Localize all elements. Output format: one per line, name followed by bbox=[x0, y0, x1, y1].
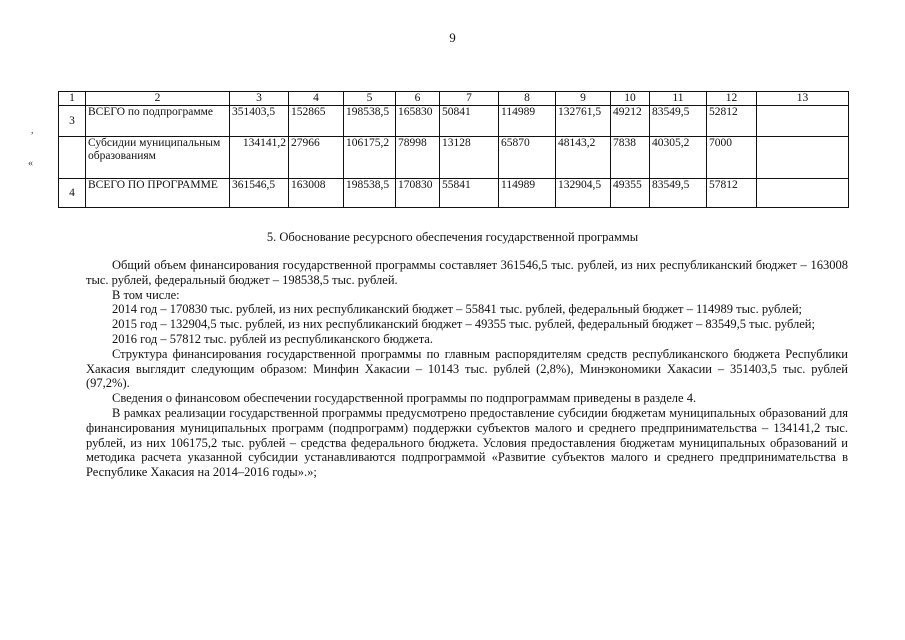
row-number: 4 bbox=[59, 179, 86, 208]
table-cell: 40305,2 bbox=[650, 137, 707, 179]
section-title: 5. Обоснование ресурсного обеспечения государственной программы bbox=[266, 230, 639, 244]
table-cell: 65870 bbox=[499, 137, 556, 179]
table-cell: 134141,2 bbox=[230, 137, 289, 179]
paragraph: 2015 год – 132904,5 тыс. рублей, из них республиканский бюджет – 49355 тыс. рублей, федеральный бюджет – 83549,5 тыс. рублей; bbox=[112, 317, 815, 332]
column-header: 7 bbox=[440, 92, 499, 106]
paragraph: Сведения о финансовом обеспечении государственной программы по подпрограммам приведены в разделе 4. bbox=[112, 391, 697, 406]
paragraph: 2016 год – 57812 тыс. рублей из республиканского бюджета. bbox=[112, 331, 433, 346]
table-row bbox=[59, 106, 849, 137]
table-row bbox=[59, 179, 849, 208]
table-cell: 57812 bbox=[707, 179, 757, 208]
paragraph: В том числе: bbox=[112, 287, 180, 302]
table-cell: 106175,2 bbox=[344, 137, 396, 179]
table-cell: 361546,5 bbox=[230, 179, 289, 208]
table-cell: 52812 bbox=[707, 106, 757, 137]
column-header: 3 bbox=[230, 92, 289, 106]
paragraph: В рамках реализации государственной программы предусмотрено предоставление субсидии бюджетам муниципальных образований для финансирования муниципальных программ (подпрограмм) поддержки субъектов малого и среднего предпринимательства – 134141,2 тыс. рублей, из них 106175,2 тыс. рублей – средства федерального бюджета. Условия предоставления бюджетам муниципальных образований и методика расчета указанной субсидии устанавливаются подпрограммой «Развитие субъектов малого и среднего предпринимательства в Республике Хакасия на 2014–2016 годы».»; bbox=[86, 405, 848, 480]
paragraph: 2014 год – 170830 тыс. рублей, из них республиканский бюджет – 55841 тыс. рублей, федеральный бюджет – 114989 тыс. рублей; bbox=[112, 302, 802, 317]
column-header: 11 bbox=[650, 92, 707, 106]
budget-table bbox=[58, 91, 849, 208]
table-cell: 48143,2 bbox=[556, 137, 611, 179]
column-header: 13 bbox=[757, 92, 849, 106]
row-name: ВСЕГО ПО ПРОГРАММЕ bbox=[86, 179, 230, 208]
table-cell: 170830 bbox=[396, 179, 440, 208]
column-header: 5 bbox=[344, 92, 396, 106]
table-cell: 13128 bbox=[440, 137, 499, 179]
table-cell bbox=[757, 106, 849, 137]
row-number: 3 bbox=[59, 106, 86, 137]
table-cell: 7000 bbox=[707, 137, 757, 179]
table-cell: 114989 bbox=[499, 106, 556, 137]
column-header: 2 bbox=[86, 92, 230, 106]
table-row bbox=[59, 137, 849, 179]
column-header: 8 bbox=[499, 92, 556, 106]
table-cell: 351403,5 bbox=[230, 106, 289, 137]
table-cell: 27966 bbox=[289, 137, 344, 179]
table-cell: 83549,5 bbox=[650, 106, 707, 137]
table-cell bbox=[757, 179, 849, 208]
table-cell: 114989 bbox=[499, 179, 556, 208]
table-cell: 198538,5 bbox=[344, 179, 396, 208]
table-cell: 7838 bbox=[611, 137, 650, 179]
table-cell: 152865 bbox=[289, 106, 344, 137]
paragraph: Общий объем финансирования государственной программы составляет 361546,5 тыс. рублей, из них республиканский бюджет – 163008 тыс. рублей, федеральный бюджет – 198538,5 тыс. рублей. bbox=[86, 258, 848, 287]
table-cell: 132904,5 bbox=[556, 179, 611, 208]
table-cell: 132761,5 bbox=[556, 106, 611, 137]
page-number: 9 bbox=[449, 30, 456, 45]
table-cell: 83549,5 bbox=[650, 179, 707, 208]
table-cell: 163008 bbox=[289, 179, 344, 208]
table-cell: 55841 bbox=[440, 179, 499, 208]
row-number bbox=[59, 137, 86, 179]
column-header: 6 bbox=[396, 92, 440, 106]
table-cell: 78998 bbox=[396, 137, 440, 179]
table-header-row bbox=[59, 92, 849, 106]
table-cell: 49212 bbox=[611, 106, 650, 137]
margin-mark: , bbox=[31, 125, 34, 136]
margin-mark: « bbox=[28, 158, 33, 169]
row-name: ВСЕГО по подпрограмме bbox=[86, 106, 230, 137]
paragraph: Структура финансирования государственной программы по главным распорядителям средств республиканского бюджета Республики Хакасия выглядит следующим образом: Минфин Хакасии – 10143 тыс. рублей (2,8%), Минэкономики Хакасии – 351403,5 тыс. рублей (97,2%). bbox=[86, 346, 848, 391]
table-cell: 50841 bbox=[440, 106, 499, 137]
column-header: 9 bbox=[556, 92, 611, 106]
table-cell: 165830 bbox=[396, 106, 440, 137]
column-header: 1 bbox=[59, 92, 86, 106]
table-cell: 198538,5 bbox=[344, 106, 396, 137]
body-text bbox=[86, 258, 848, 480]
table-cell bbox=[757, 137, 849, 179]
column-header: 12 bbox=[707, 92, 757, 106]
row-name: Субсидии муниципальным образованиям bbox=[86, 137, 230, 179]
column-header: 10 bbox=[611, 92, 650, 106]
column-header: 4 bbox=[289, 92, 344, 106]
table-cell: 49355 bbox=[611, 179, 650, 208]
